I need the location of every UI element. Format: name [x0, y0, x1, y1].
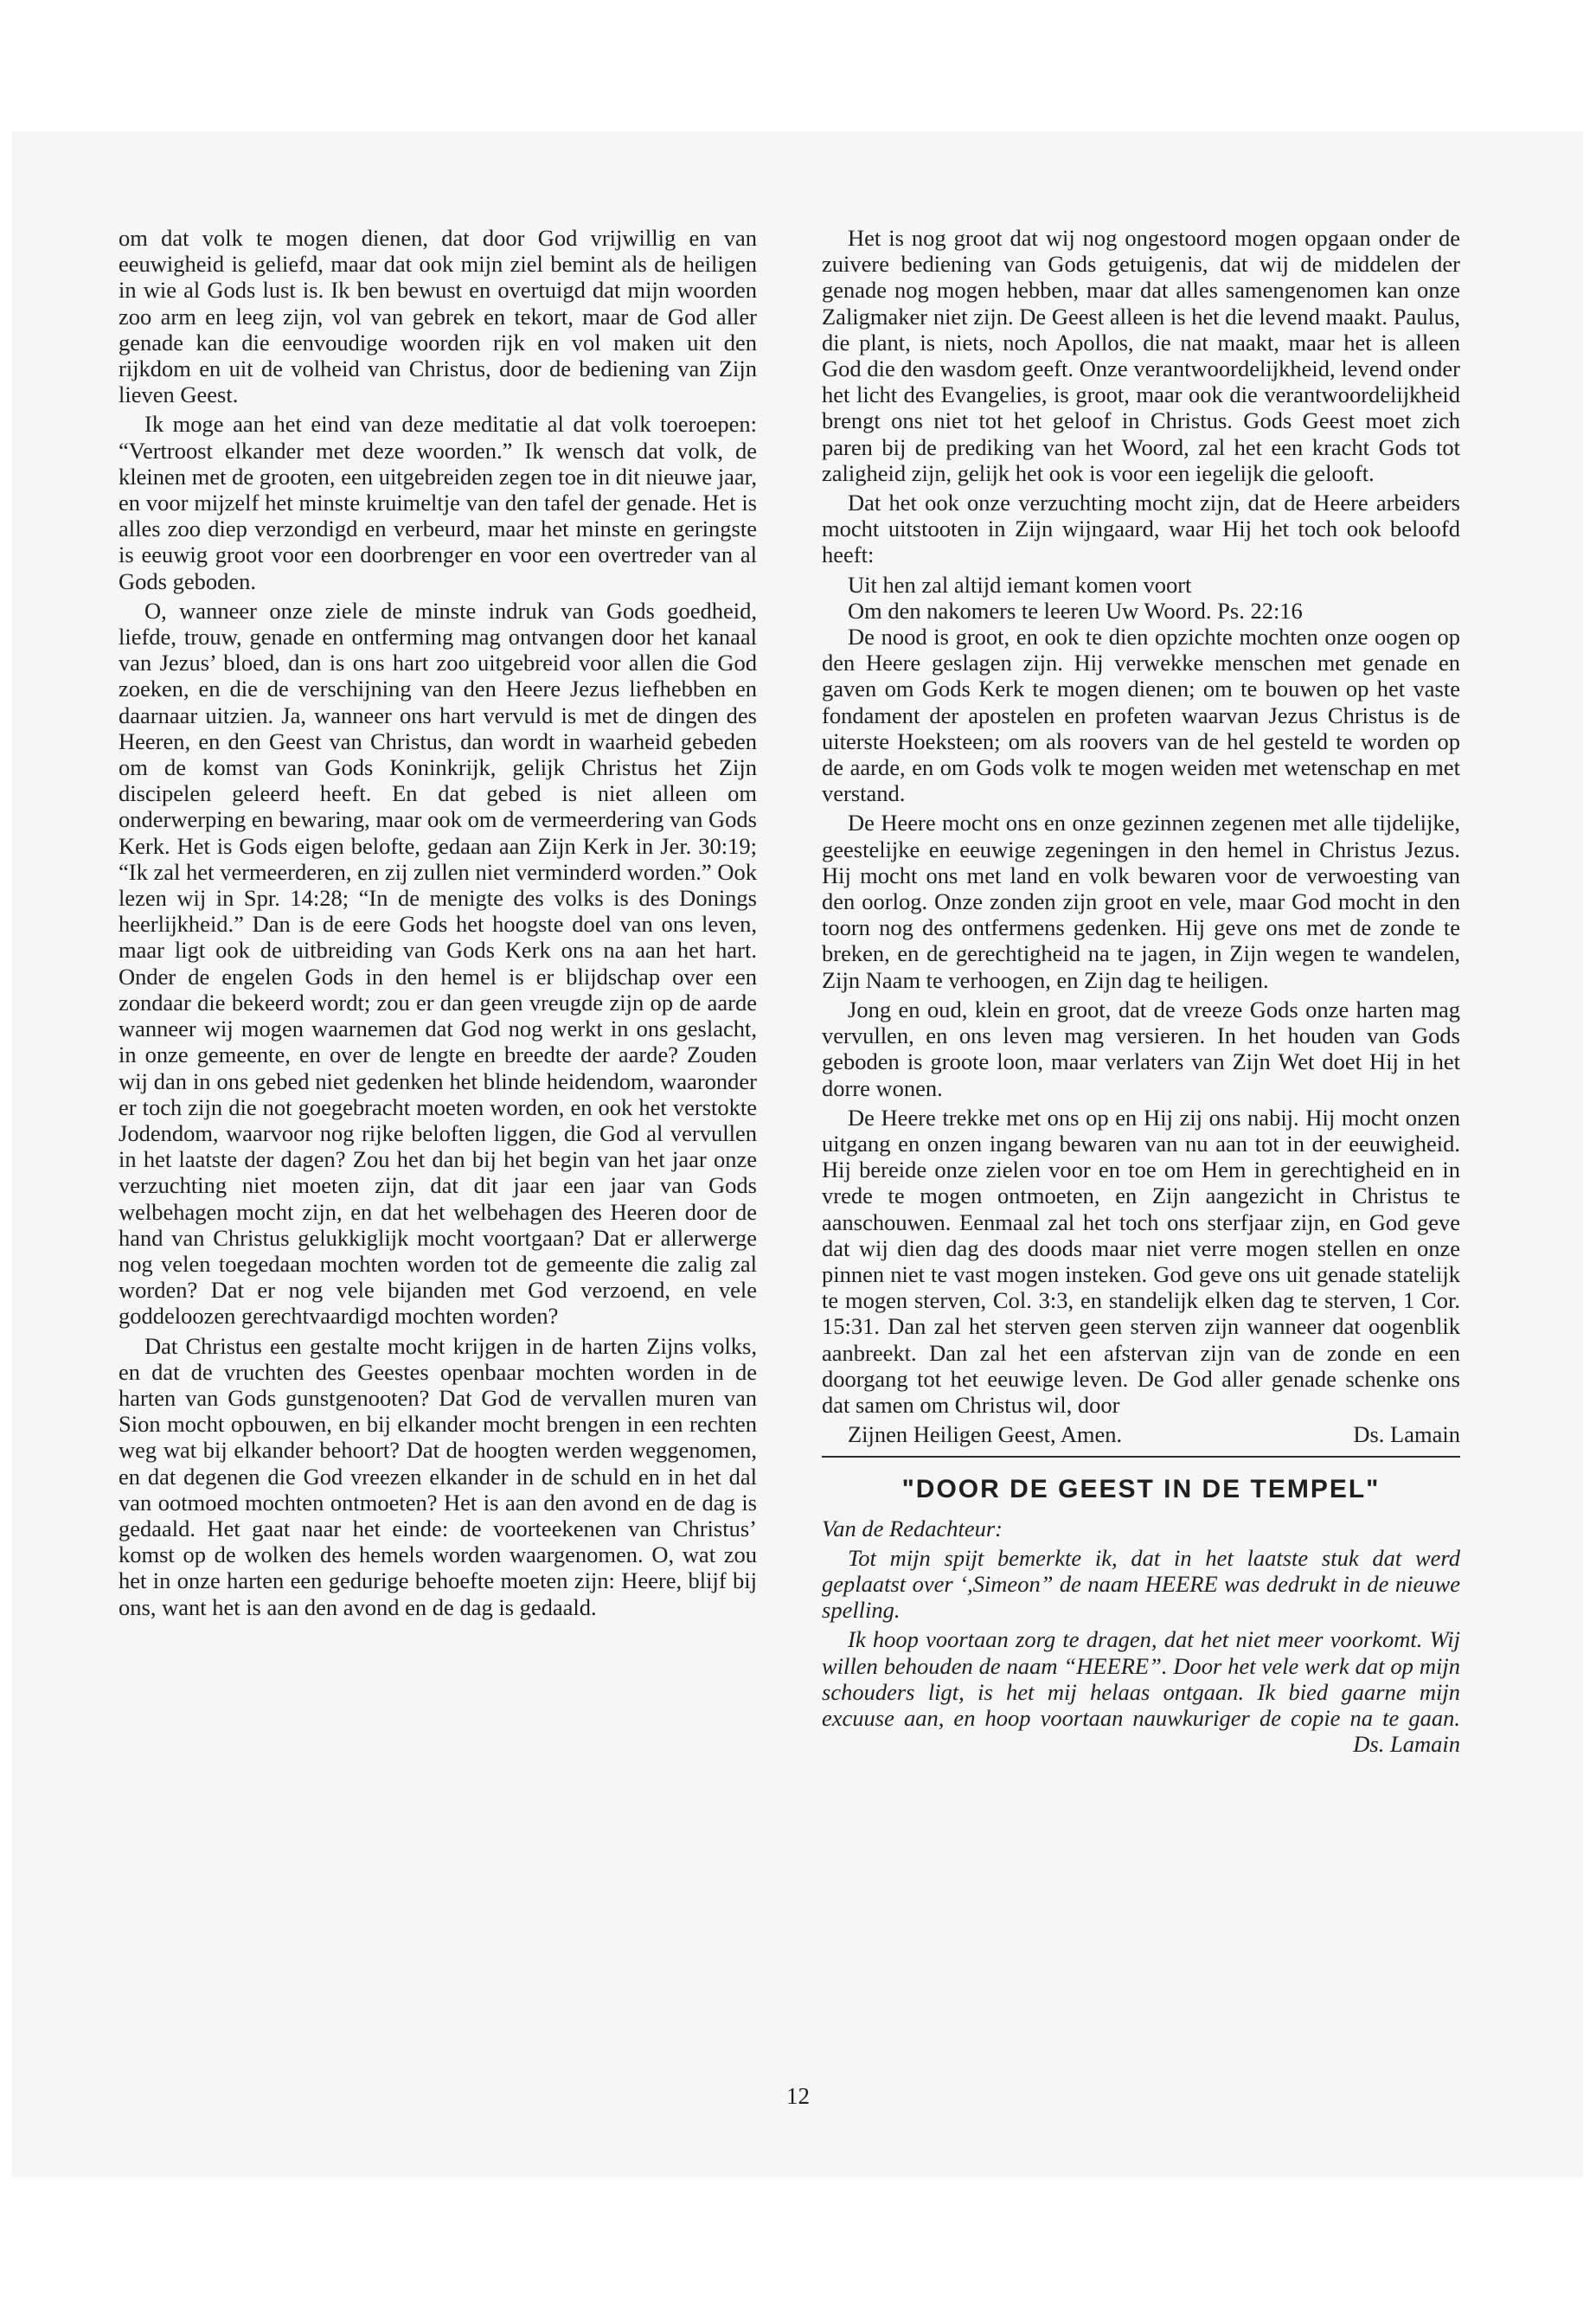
left-column	[119, 225, 757, 1624]
meditation-signature-line	[822, 1421, 1460, 1447]
right-paragraph-6: De Heere trekke met ons op en Hij zij ons nabij. Hij mocht onzen uitgang en onzen ingang bewaren van nu aan tot in der eeuwigheid. Hij bereide onze zielen voor en toe om Hem in gerechtigheid en in vrede te mogen ontmoeten, en Zijn aangezicht in Christus te aanschouwen. Eenmaal zal het toch ons sterfjaar zijn, en God geve dat wij dien dag des doods maar niet verre mogen stellen en onze pinnen niet te vast mogen insteken. God geve ons uit genade statelijk te mogen sterven, Col. 3:3, en standelijk elken dag te sterven, 1 Cor. 15:31. Dan zal het sterven geen sterven zijn wanneer dat oogenblik aanbreekt. Dan zal het een afstervan zijn van de zonde en een doorgang tot het eeuwige leven. De God aller genade schenke ons dat samen om Christus wil, door	[822, 1104, 1460, 1418]
psalm-verse-line-2: Om den nakomers te leeren Uw Woord. Ps. 22:16	[848, 597, 1303, 624]
right-paragraph-5: Jong en oud, klein en groot, dat de vreeze Gods onze harten mag vervullen, en ons leven mag versieren. In het houden van Gods geboden is groote loon, maar verlaters van Zijn Wet doet Hij in het dorre wonen.	[822, 996, 1460, 1101]
psalm-verse-line-1: Uit hen zal altijd iemant komen voort	[848, 571, 1192, 598]
notice-paragraph-2	[822, 1626, 1460, 1757]
page-number: 12	[786, 2083, 810, 2109]
right-paragraph-3: De nood is groot, en ook te dien opzichte mochten onze oogen op den Heere geslagen zijn. Hij verwekke menschen met genade en gaven om Gods Kerk te mogen dienen; om te bouwen op het vaste fondament der apostelen en profeten waarvan Jezus Christus is de uiterste Hoeksteen; om als roovers van de hel gesteld te worden op de aarde, en om Gods volk te mogen weiden met wetenschap en met verstand.	[822, 624, 1460, 807]
right-paragraph-2: Dat het ook onze verzuchting mocht zijn, dat de Heere arbeiders mocht uitstooten in Zijn wijngaard, waar Hij het toch ook beloofd heeft:	[822, 490, 1460, 568]
notice-signature: Ds. Lamain	[1353, 1731, 1460, 1758]
right-paragraph-1: Het is nog groot dat wij nog ongestoord mogen opgaan onder de zuivere bediening van Gods getuigenis, dat wij de middelen der genade nog mogen hebben, maar dat alles samengenomen kan onze Zaligmaker niet zijn. De Geest alleen is het die levend maakt. Paulus, die plant, is niets, noch Apollos, die nat maakt, maar het is alleen God die den wasdom geeft. Onze verantwoordelijkheid, levend onder het licht des Evangelies, is groot, maar ook die verantwoordelijkheid brengt ons niet tot het geloof in Christus. Gods Geest moet zich paren bij de prediking van het Woord, zal het een kracht Gods tot zaligheid zijn, gelijk het ook is voor een iegelijk die gelooft.	[822, 225, 1460, 486]
notice-paragraph-2-text: Ik hoop voortaan zorg te dragen, dat het niet meer voorkomt. Wij willen behouden de naam “HEERE”. Door het vele werk dat op mijn schouders ligt, is het mij helaas ontgaan. Ik bied gaarne mijn excuuse aan, en hoop voortaan nauwkuriger de copie na te gaan.	[822, 1626, 1460, 1731]
left-paragraph-1: om dat volk te mogen dienen, dat door God vrijwillig en van eeuwigheid is geliefd, maar dat ook mijn ziel bemint als de heiligen in wie al Gods lust is. Ik ben bewust en overtuigd dat mijn woorden zoo arm en leeg zijn, vol van gebrek en tekort, maar de God aller genade kan die eenvoudige woorden rijk en vol maken uit den rijkdom en uit de volheid van Christus, door de bediening van Zijn lieven Geest.	[119, 225, 757, 408]
section-divider	[822, 1456, 1460, 1458]
right-column	[822, 225, 1460, 1757]
notice-heading: "DOOR DE GEEST IN DE TEMPEL"	[901, 1475, 1381, 1504]
notice-paragraph-1: Tot mijn spijt bemerkte ik, dat in het laatste stuk dat werd geplaatst over ‘,Simeon” de naam HEERE was dedrukt in de nieuwe spelling.	[822, 1544, 1460, 1624]
left-paragraph-4: Dat Christus een gestalte mocht krijgen in de harten Zijns volks, en dat de vruchten des Geestes openbaar mochten worden in de harten van Gods gunstgenooten? Dat God de vervallen muren van Sion mocht opbouwen, en bij elkander mocht brengen in een rechten weg wat bij elkander behoort? Dat de hoogten werden weggenomen, en dat degenen die God vreezen elkander in de schuld en in het dal van ootmoed mochten ontmoeten? Het is aan den avond en de dag is gedaald. Het gaat naar het einde: de voorteekenen van Christus’ komst op de wolken des hemels worden waargenomen. O, wat zou het in onze harten een gedurige behoefte moeten zijn: Heere, blijf bij ons, want het is aan den avond en de dag is gedaald.	[119, 1332, 757, 1620]
closing-text: Zijnen Heiligen Geest, Amen.	[848, 1421, 1123, 1448]
meditation-signature: Ds. Lamain	[1353, 1421, 1460, 1448]
editor-label: Van de Redachteur:	[822, 1515, 1003, 1541]
right-paragraph-4: De Heere mocht ons en onze gezinnen zegenen met alle tijdelijke, geestelijke en eeuwige zegeningen in den hemel in Christus Jezus. Hij mocht ons met land en volk bewaren voor de verwoesting van den oorlog. Onze zonden zijn groot en vele, maar God mocht in den toorn nog des ontfermens gedenken. Hij geve ons met de zonde te breken, en de gerechtigheid na te jagen, in Zijn wegen te wandelen, Zijn Naam te verhoogen, en Zijn dag te heiligen.	[822, 810, 1460, 993]
left-paragraph-2: Ik moge aan het eind van deze meditatie al dat volk toeroepen: “Vertroost elkander met deze woorden.” Ik wensch dat volk, de kleinen met de grooten, een uitgebreiden zegen toe in dit nieuwe jaar, en voor mijzelf het minste kruimeltje van den tafel der genade. Het is alles zoo diep verzondigd en verbeurd, maar het minste en geringste is eeuwig groot voor een doorbrenger en voor een overtreder van al Gods geboden.	[119, 411, 757, 594]
left-paragraph-3: O, wanneer onze ziele de minste indruk van Gods goedheid, liefde, trouw, genade en ontferming mag ontvangen door het kanaal van Jezus’ bloed, dan is ons hart zoo uitgebreid voor allen die God zoeken, en die de verschijning van den Heere Jezus liefhebben en daarnaar uitzien. Ja, wanneer ons hart vervuld is met de dingen des Heeren, en den Geest van Christus, dan wordt in waarheid gebeden om de komst van Gods Koninkrijk, gelijk Christus het Zijn discipelen geleerd heeft. En dat gebed is niet alleen om onderwerping en bewaring, maar ook om de vermeerdering van Gods Kerk. Het is Gods eigen belofte, gedaan aan Zijn Kerk in Jer. 30:19; “Ik zal het vermeerderen, en zij zullen niet verminderd worden.” Ook lezen wij in Spr. 14:28; “In de menigte des volks is des Donings heerlijkheid.” Dan is de eere Gods het hoogste doel van ons leven, maar ligt ook de uitbreiding van Gods Kerk ons na aan het hart. Onder de engelen Gods in den hemel is er blijdschap over een zondaar die bekeerd wordt; zou er dan geen vreugde zijn op de aarde wanneer wij mogen waarnemen dat God nog werkt in ons geslacht, in onze gemeente, en over de lengte en breedte der aarde? Zouden wij dan in ons gebed niet gedenken het blinde heidendom, waaronder er toch zijn die not goegebracht moeten worden, en ook het verstokte Jodendom, waarvoor nog rijke beloften liggen, die God al vervullen in het laatste der dagen? Zou het dan bij het begin van het jaar onze verzuchting niet moeten zijn, dat dit jaar een jaar van Gods welbehagen mocht zijn, en dat het welbehagen des Heeren door de hand van Christus gelukkiglijk mocht voortgaan? Dat er allerwerge nog velen toegedaan mochten worden tot de gemeente die zalig zal worden? Dat er nog vele bijanden met God verzoend, en vele goddeloozen gerechtvaardigd mochten worden?	[119, 597, 757, 1330]
